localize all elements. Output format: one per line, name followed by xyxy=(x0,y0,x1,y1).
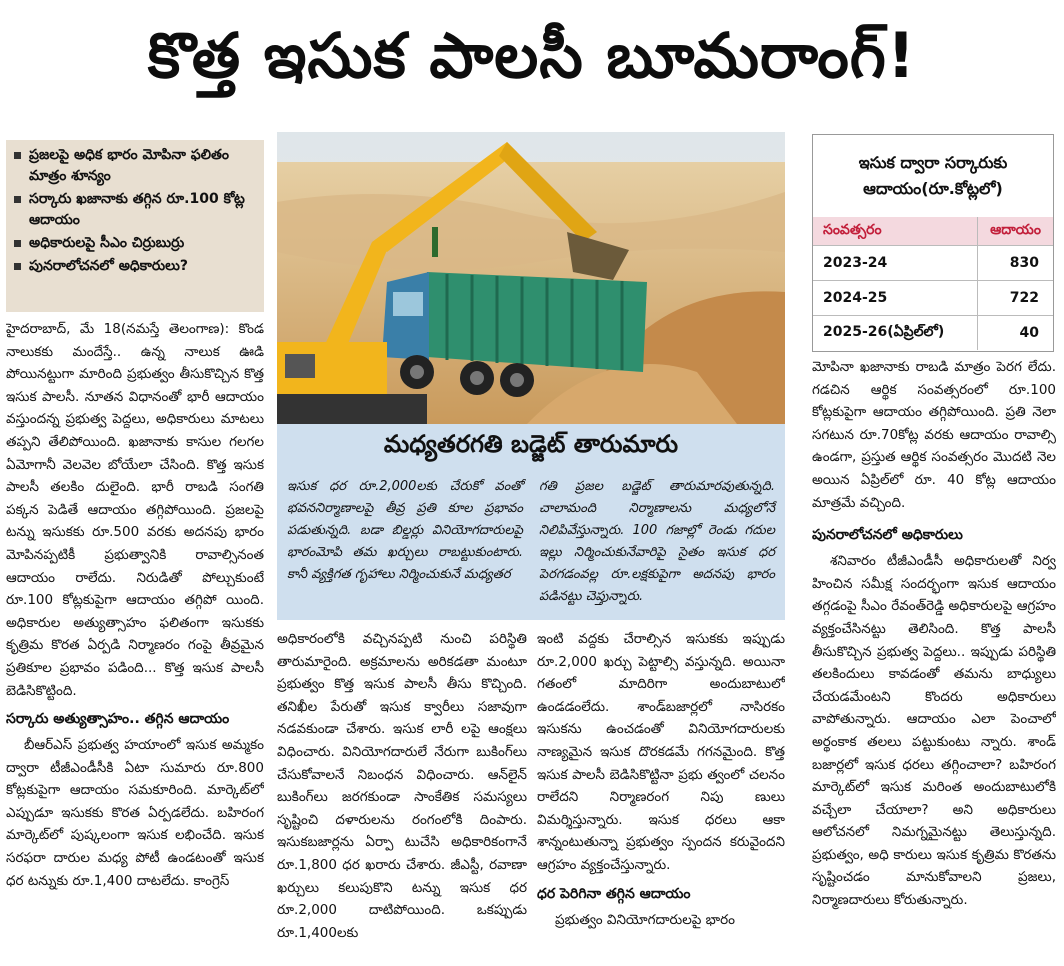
table-cell-year: 2025-26(ఏప్రిల్‌లో) xyxy=(823,323,945,340)
article-column-1 xyxy=(6,318,264,958)
table-cell-year: 2023-24 xyxy=(823,255,888,271)
table-row xyxy=(813,315,1053,350)
article-paragraph: హైదరాబాద్, మే 18(నమస్తే తెలంగాణ): కొండ నాలుకకు మందేస్తే.. ఉన్న నాలుక ఊడి పోయినట్టుగా మారింది ప్రభుత్వం తీసుకొచ్చిన కొత్త ఇసుక పాలసీ. నూతన విధానంతో భారీ ఆదాయం వస్తుందన్న ప్రభుత్వ పెద్దలు, అధికారులు మాటలు తప్పని తేలిపోయింది. ఖజానాకు కాసుల గలగల ఏమోగానీ వెలవెల బోయేలా చేసింది. కొత్త ఇసుక పాలసీ తలకిం దులైంది. భారీ రాబడి సంగతి పక్కన పెడితే ఆదాయం తగ్గిపోయింది. ప్రజలపై టన్ను ఇసుకకు రూ.500 వరకు అదనపు భారం మోపినప్పటికీ ప్రభుత్వానికి రావాల్సినంత ఆదాయం రాలేదు. నిరుడితో పోల్చుకుంటే రూ.100 కోట్లకుపైగా ఆదాయం తగ్గిపో యింది. అధికారుల అత్యుత్సాహం ఫలితంగా ఇసుకకు కృత్రిమ కొరత ఏర్పడి నిర్మాణరం గంపై తీవ్రమైన ప్రతికూల ప్రభావం పడింది... కొత్త ఇసుక పాలసీ బెడిసికొట్టింది. xyxy=(6,321,264,699)
highlight-item: ప్రజలపై అధిక భారం మోపినా ఫలితం మాత్రం శూన్యం xyxy=(12,145,258,187)
pull-quote-left: ఇసుక ధర రూ.2,000లకు చేరుకో వంతో భవననిర్మాణాలపై తీవ్ర ప్రతి కూల ప్రభావం పడుతున్నది. బడా బిల్డర్లు వినియోగదారులపై భారంమోపి తమ ఖర్చులు రాబట్టుకుంటారు. కానీ వ్యక్తిగత గృహాలు నిర్మించుకునే మధ్యతర xyxy=(287,479,523,582)
table-cell-revenue: 40 xyxy=(977,316,1053,350)
table-cell-year: 2024-25 xyxy=(823,290,888,306)
revenue-table xyxy=(812,134,1054,352)
pull-quote-right: గతి ప్రజల బడ్జెట్ తారుమారవుతున్నది. చాలామంది నిర్మాణాలను మధ్యలోనే నిలిపివేస్తున్నారు. 100 గజాల్లో రెండు గదుల ఇల్లు నిర్మించుకునేవారిపై సైతం ఇసుక ధర పెరగడంవల్ల రూ.లక్షకుపైగా అదనపు భారం పడినట్టు చెప్తున్నారు. xyxy=(539,479,775,604)
section-subheading: పునరాలోచనలో అధికారులు xyxy=(812,527,963,544)
table-row xyxy=(813,280,1053,315)
article-column-3 xyxy=(537,628,785,958)
table-header-row xyxy=(813,217,1053,245)
table-cell-revenue: 830 xyxy=(977,246,1053,280)
table-header-revenue: ఆదాయం xyxy=(977,217,1053,245)
article-paragraph: మోపినా ఖజానాకు రాబడి మాత్రం పెరగ లేదు. గడచిన ఆర్థిక సంవత్సరంలో రూ.100 కోట్లకుపైగా ఆదాయం తగ్గిపోయింది. ప్రతి నెలా సగటున రూ.70కోట్ల వరకు ఆదాయం రావాల్సి ఉండగా, ప్రస్తుత ఆర్థిక సంవత్సరం మొదటి నెల అయిన ఏప్రిల్‌లో రూ. 40 కోట్ల ఆదాయం మాత్రమే వచ్చింది. xyxy=(812,359,1056,511)
subheading-banner: మధ్యతరగతి బడ్జెట్ తారుమారు xyxy=(277,424,785,470)
section-subheading: ధర పెరిగినా తగ్గిన ఆదాయం xyxy=(537,885,691,902)
table-cell-revenue: 722 xyxy=(977,281,1053,315)
square-bullet-icon xyxy=(14,152,21,159)
square-bullet-icon xyxy=(14,196,21,203)
table-title: ఇసుక ద్వారా సర్కారుకు ఆదాయం(రూ.కోట్లలో) xyxy=(858,153,1008,198)
article-paragraph: శనివారం టీజీఎండీసీ అధికారులతో నిర్వ హించిన సమీక్ష సందర్భంగా ఇసుక ఆదాయం తగ్గడంపై సీఎం రేవంత్‌రెడ్డి అధికారులపై ఆగ్రహం వ్యక్తంచేసినట్టు తెలిసింది. కొత్త పాలసీ తీసుకొచ్చిన ప్రభుత్వ పెద్దలు.. ఇప్పుడు పరిస్థితి తలకిందులు కావడంతో తమను బాధ్యులు చేయడమేంటని కొందరు అధికారులు వాపోతున్నారు. ఆదాయం ఎలా పెంచాలో అర్థంకాక తలలు పట్టుకుంటు న్నారు. శాండ్ బజార్లలో ఇసుక ధరలు తగ్గించాలా? బహిరంగ మార్కెట్‌లో ఇసుక మరింత అందుబాటులోకి వచ్చేలా చేయాలా? అని అధికారులు ఆలోచనలో నిమగ్నమైనట్టు తెలుస్తున్నది. ప్రభుత్వం, అధి కారులు ఇసుక కృత్రిమ కొరతను సృష్టించడం మానుకోవాలని ప్రజలు, నిర్మాణదారులు కోరుతున్నారు. xyxy=(812,553,1056,909)
headline: కొత్త ఇసుక పాలసీ బూమరాంగ్! xyxy=(147,19,917,92)
highlight-item: అధికారులపై సీఎం చిర్రుబుర్రు xyxy=(12,233,258,254)
square-bullet-icon xyxy=(14,263,21,270)
article-column-2 xyxy=(277,628,527,958)
pull-quote-box xyxy=(277,470,785,620)
article-column-4 xyxy=(812,356,1056,960)
table-header-year: సంవత్సరం xyxy=(823,221,882,238)
table-row xyxy=(813,245,1053,280)
excavator-truck-photo xyxy=(277,132,785,424)
article-paragraph: బీఆర్ఎస్ ప్రభుత్వ హయాంలో ఇసుక అమ్మకం ద్వారా టీజీఎండీసీకి ఏటా సుమారు రూ.800 కోట్లకుపైగా ఆదాయం సమకూరింది. మార్కెట్‌లో ఎప్పుడూ ఇసుకకు కొరత ఏర్పడలేదు. బహిరంగ మార్కెట్‌లో పుష్కలంగా ఇసుక లభించేది. ఇసుక సరఫరా దారుల మధ్య పోటీ ఉండటంతో ఇసుక ధర టన్నుకు రూ.1,400 దాటలేదు. కాంగ్రెస్ xyxy=(6,737,264,889)
section-subheading: సర్కారు అత్యుత్సాహం.. తగ్గిన ఆదాయం xyxy=(6,711,230,728)
article-paragraph: అధికారంలోకి వచ్చినప్పటి నుంచి పరిస్థితి తారుమారైంది. అక్రమాలను అరికడతా మంటూ ప్రభుత్వం కొత్త ఇసుక పాలసీ తీసు కొచ్చింది. తనిఖీల పేరుతో ఇసుక క్వారీలు సజావుగా నడవకుండా చేశారు. ఇసుక లారీ లపై ఆంక్షలు విధించారు. వినియోగదారులే నేరుగా బుకింగ్‌లు చేసుకోవాలనే నిబంధన విధించారు. ఆన్‌లైన్ బుకింగ్‌లు జరగకుండా సాంకేతిక సమస్యలు సృష్టించి దళారులను రంగంలోకి దింపారు. ఇసుకబజార్లను ఏర్పా టుచేసి అధికారికంగానే రూ.1,800 ధర ఖరారు చేశారు. జీఎస్టీ, రవాణా ఖర్చులు కలుపుకొని టన్ను ఇసుక ధర రూ.2,000 దాటిపోయింది. ఒకప్పుడు రూ.1,400లకు xyxy=(277,631,527,941)
square-bullet-icon xyxy=(14,240,21,247)
highlight-item: సర్కారు ఖజానాకు తగ్గిన రూ.100 కోట్ల ఆదాయం xyxy=(12,189,258,231)
article-paragraph: ఇంటి వద్దకు చేరాల్సిన ఇసుకకు ఇప్పుడు రూ.2,000 ఖర్చు పెట్టాల్సి వస్తున్నది. అయినా గతంలో మాదిరిగా అందుబాటులో ఉండడంలేదు. శాండ్‌బజార్లలో నాసిరకం ఇసుకను ఉంచడంతో వినియోగదారులకు నాణ్యమైన ఇసుక దొరకడమే గగనమైంది. కొత్త ఇసుక పాలసీ బెడిసికొట్టినా ప్రభు త్వంలో చలనం రాలేదని నిర్మాణరంగ నిపు ణులు విమర్శిస్తున్నారు. ఇసుక ధరలు ఆకా శాన్నంటుతున్నా ప్రభుత్వం స్పందన కరువైందని ఆగ్రహం వ్యక్తంచేస్తున్నారు. xyxy=(537,631,785,873)
highlight-item: పునరాలోచనలో అధికారులు? xyxy=(12,256,258,277)
highlights-box xyxy=(6,140,264,312)
article-paragraph: ప్రభుత్వం వినియోగదారులపై భారం xyxy=(555,911,735,928)
